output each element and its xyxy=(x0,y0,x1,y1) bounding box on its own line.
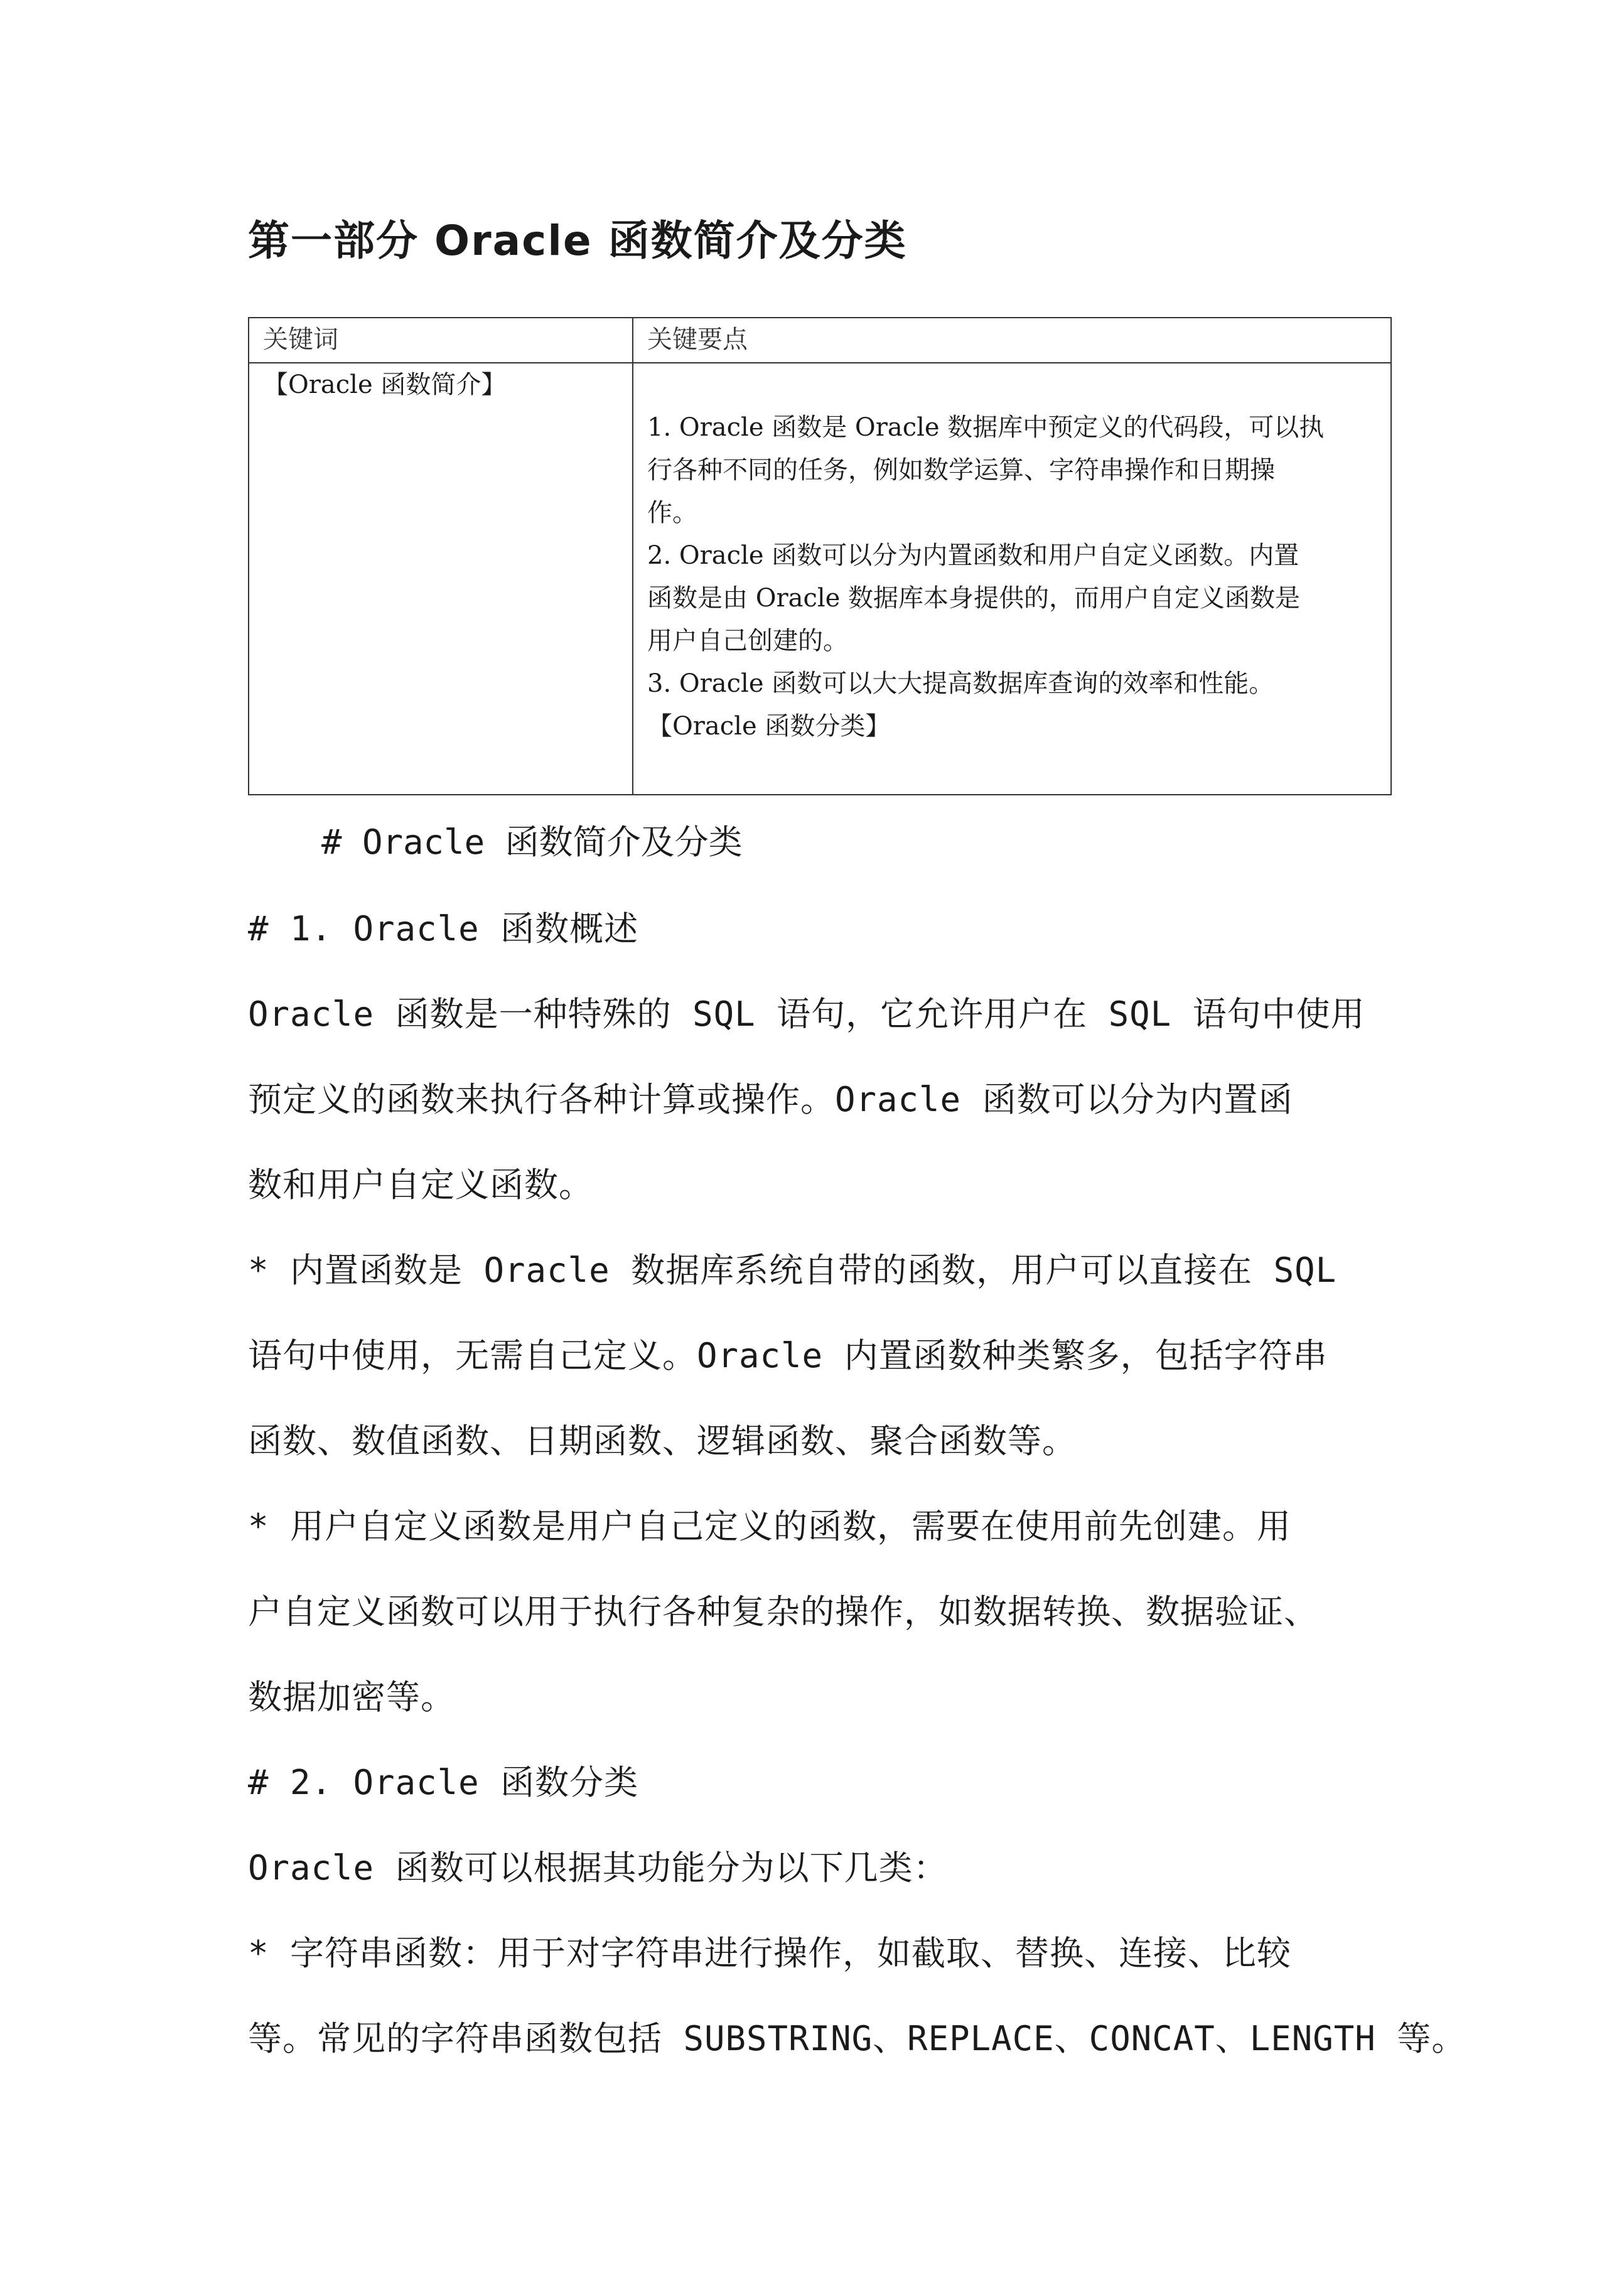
table-cell-points xyxy=(633,363,1391,795)
body-line: 户自定义函数可以用于执行各种复杂的操作，如数据转换、数据验证、 xyxy=(248,1592,1318,1631)
body-line: # 2. Oracle 函数分类 xyxy=(248,1763,639,1802)
body-text xyxy=(248,886,1466,2082)
body-line: * 字符串函数：用于对字符串进行操作，如截取、替换、连接、比较 xyxy=(248,1933,1292,1973)
body-line: Oracle 函数是一种特殊的 SQL 语句，它允许用户在 SQL 语句中使用 xyxy=(248,994,1365,1034)
table-header-points: 关键要点 xyxy=(633,318,1391,363)
key-point-line: 函数是由 Oracle 数据库本身提供的，而用户自定义函数是 xyxy=(647,584,1301,613)
key-point-line: 【Oracle 函数分类】 xyxy=(647,712,891,741)
table-header-keyword: 关键词 xyxy=(249,318,633,363)
key-point-line: 行各种不同的任务，例如数学运算、字符串操作和日期操 xyxy=(647,456,1275,485)
section-sub-heading: # Oracle 函数简介及分类 xyxy=(321,822,743,862)
key-point-line: 3. Oracle 函数可以大大提高数据库查询的效率和性能。 xyxy=(647,669,1274,698)
table-cell-keyword: 【Oracle 函数简介】 xyxy=(249,363,633,795)
body-line: # 1. Oracle 函数概述 xyxy=(248,909,639,949)
page-title: 第一部分 Oracle 函数简介及分类 xyxy=(248,217,907,265)
body-line: 数和用户自定义函数。 xyxy=(248,1165,593,1205)
key-point-line: 作。 xyxy=(647,498,697,527)
body-line: 函数、数值函数、日期函数、逻辑函数、聚合函数等。 xyxy=(248,1421,1077,1461)
body-line: 语句中使用，无需自己定义。Oracle 内置函数种类繁多，包括字符串 xyxy=(248,1336,1328,1375)
key-point-line: 用户自己创建的。 xyxy=(647,626,848,655)
key-points-table xyxy=(248,317,1392,795)
body-line: 等。常见的字符串函数包括 SUBSTRING、REPLACE、CONCAT、LENGTH 等。 xyxy=(248,2019,1466,2058)
key-point-line: 1. Oracle 函数是 Oracle 数据库中预定义的代码段，可以执 xyxy=(647,413,1325,442)
body-line: Oracle 函数可以根据其功能分为以下几类： xyxy=(248,1848,948,1888)
body-line: 预定义的函数来执行各种计算或操作。Oracle 函数可以分为内置函 xyxy=(248,1080,1293,1119)
key-point-line: 2. Oracle 函数可以分为内置函数和用户自定义函数。内置 xyxy=(647,541,1299,570)
body-line: * 用户自定义函数是用户自己定义的函数，需要在使用前先创建。用 xyxy=(248,1507,1292,1546)
table-header-row xyxy=(249,318,1391,363)
body-line: 数据加密等。 xyxy=(248,1677,455,1717)
body-line: * 内置函数是 Oracle 数据库系统自带的函数，用户可以直接在 SQL xyxy=(248,1250,1337,1290)
table-row xyxy=(249,363,1391,795)
